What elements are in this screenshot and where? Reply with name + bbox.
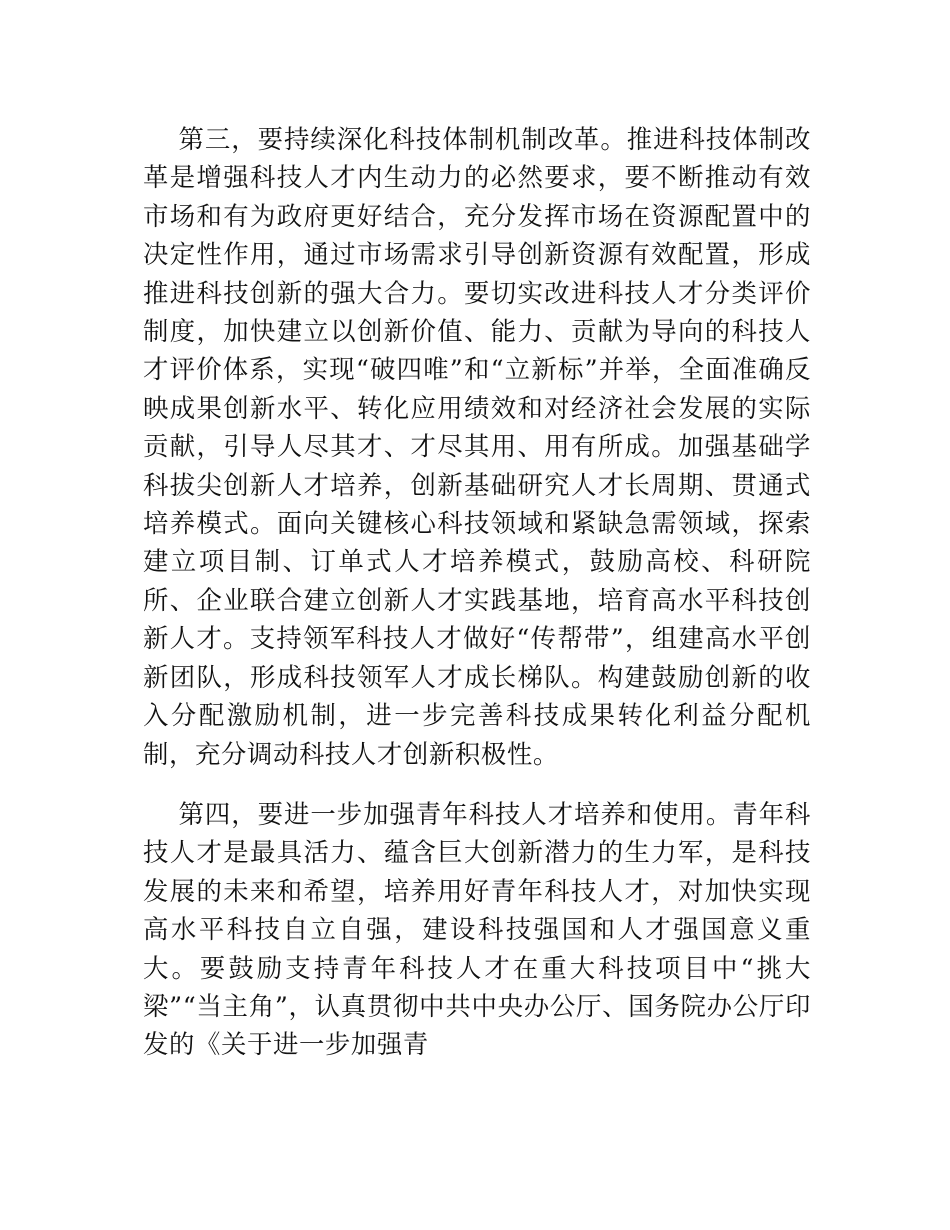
document-page	[143, 120, 811, 1064]
paragraph-fourth: 第四，要进一步加强青年科技人才培养和使用。青年科技人才是最具活力、蕴含巨大创新潜力的生力军，是科技发展的未来和希望，培养用好青年科技人才，对加快实现高水平科技自立自强，建设科技强国和人才强国意义重大。要鼓励支持青年科技人才在重大科技项目中“挑大梁”“当主角”，认真贯彻中共中央办公厅、国务院办公厅印发的《关于进一步加强青	[143, 798, 811, 1060]
paragraph-third: 第三，要持续深化科技体制机制改革。推进科技体制改革是增强科技人才内生动力的必然要求，要不断推动有效市场和有为政府更好结合，充分发挥市场在资源配置中的决定性作用，通过市场需求引导创新资源有效配置，形成推进科技创新的强大合力。要切实改进科技人才分类评价制度，加快建立以创新价值、能力、贡献为导向的科技人才评价体系，实现“破四唯”和“立新标”并举，全面准确反映成果创新水平、转化应用绩效和对经济社会发展的实际贡献，引导人尽其才、才尽其用、用有所成。加强基础学科拔尖创新人才培养，创新基础研究人才长周期、贯通式培养模式。面向关键核心科技领域和紧缺急需领域，探索建立项目制、订单式人才培养模式，鼓励高校、科研院所、企业联合建立创新人才实践基地，培育高水平科技创新人才。支持领军科技人才做好“传帮带”，组建高水平创新团队，形成科技领军人才成长梯队。构建鼓励创新的收入分配激励机制，进一步完善科技成果转化利益分配机制，充分调动科技人才创新积极性。	[143, 124, 811, 769]
